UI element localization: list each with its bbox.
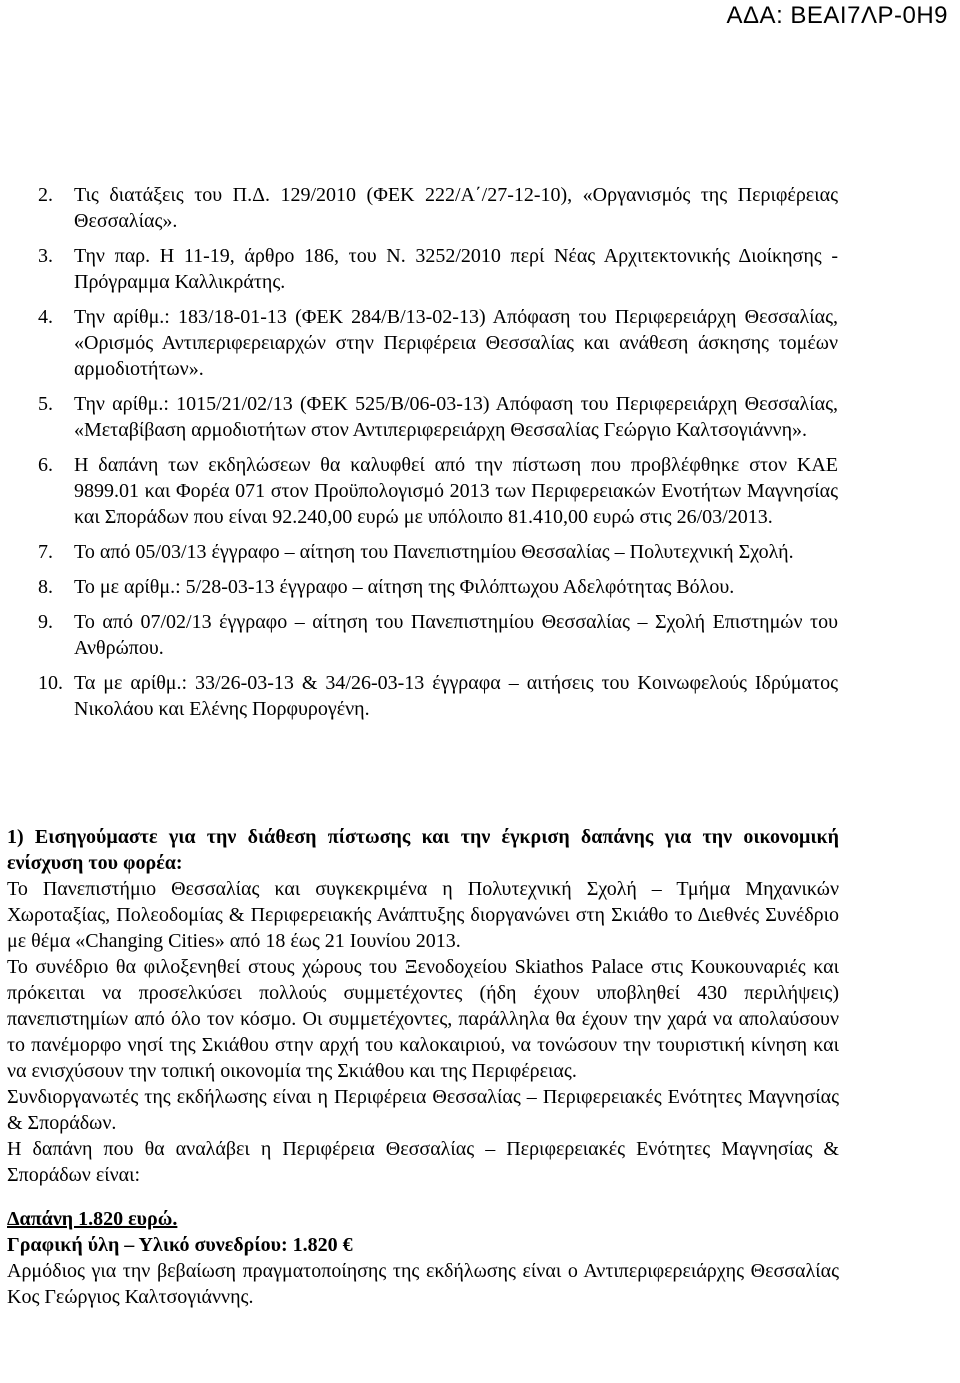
ada-header: ΑΔΑ: ΒΕΑΙ7ΛΡ-0Η9 [726, 2, 948, 29]
list-item-text: Το από 07/02/13 έγγραφο – αίτηση του Πανεπιστημίου Θεσσαλίας – Σχολή Επιστημών του Ανθρώπου. [74, 611, 838, 659]
list-item-number: 3. [38, 245, 53, 267]
paragraph-venue: Το συνέδριο θα φιλοξενηθεί στους χώρους του Ξενοδοχείου Skiathos Palace στις Κουκουναριές και πρόκειται να προσελκύσει πολλούς συμμετέχοντες (ήδη έχουν υποβληθεί 430 περιλήψεις) πανεπιστημίων από όλο τον κόσμο. Οι συμμετέχοντες, παράλληλα θα έχουν την χαρά να απολαύσουν το πανέμορφο νησί της Σκιάθου στην αρχή του καλοκαιριού, να τονώσουν την τουριστική κίνηση και να ενισχύσουν την τοπική οικονομία της Σκιάθου και της Περιφέρειας. [7, 956, 839, 1082]
list-item [38, 182, 838, 234]
list-item-text: Την παρ. Η 11-19, άρθρο 186, του Ν. 3252/2010 περί Νέας Αρχιτεκτονικής Διοίκησης - Πρόγραμμα Καλλικράτης. [74, 245, 838, 293]
paragraph-co-organizers: Συνδιοργανωτές της εκδήλωσης είναι η Περιφέρεια Θεσσαλίας – Περιφερειακές Ενότητες Μαγνησίας & Σποράδων. [7, 1086, 839, 1134]
list-item [38, 304, 838, 382]
considerations-list [38, 182, 838, 731]
spacer [7, 1188, 839, 1206]
list-item-text: Την αρίθμ.: 1015/21/02/13 (ΦΕΚ 525/Β/06-03-13) Απόφαση του Περιφερειάρχη Θεσσαλίας, «Μεταβίβαση αρμοδιοτήτων στον Αντιπεριφερειάρχη Θεσσαλίας Γεώργιο Καλτσογιάννη». [74, 393, 838, 441]
list-item-text: Το από 05/03/13 έγγραφο – αίτηση του Πανεπιστημίου Θεσσαλίας – Πολυτεχνική Σχολή. [74, 541, 794, 563]
expense-item: Γραφική ύλη – Υλικό συνεδρίου: 1.820 € [7, 1234, 353, 1256]
paragraph-conference: Το Πανεπιστήμιο Θεσσαλίας και συγκεκριμένα η Πολυτεχνική Σχολή – Τμήμα Μηχανικών Χωροταξίας, Πολεοδομίας & Περιφερειακής Ανάπτυξης διοργανώνει στη Σκιάθο το Διεθνές Συνέδριο με θέμα «Changing Cities» από 18 έως 21 Ιουνίου 2013. [7, 878, 839, 952]
list-item-text: Την αρίθμ.: 183/18-01-13 (ΦΕΚ 284/Β/13-02-13) Απόφαση του Περιφερειάρχη Θεσσαλίας, «Ορισμός Αντιπεριφερειαρχών στην Περιφέρεια Θεσσαλίας και ανάθεση άσκησης τομέων αρμοδιοτήτων». [74, 306, 838, 380]
list-item-text: Τα με αρίθμ.: 33/26-03-13 & 34/26-03-13 έγγραφα – αιτήσεις του Κοινωφελούς Ιδρύματος Νικολάου και Ελένης Πορφυρογένη. [74, 672, 838, 720]
proposal-section [7, 824, 839, 1310]
list-item-number: 9. [38, 611, 53, 633]
list-item-text: Το με αρίθμ.: 5/28-03-13 έγγραφο – αίτηση της Φιλόπτωχου Αδελφότητας Βόλου. [74, 576, 735, 598]
list-item [38, 609, 838, 661]
list-item [38, 574, 838, 600]
list-item-number: 10. [38, 672, 63, 694]
list-item [38, 539, 838, 565]
list-item-number: 5. [38, 393, 53, 415]
list-item-number: 2. [38, 184, 53, 206]
expense-total: Δαπάνη 1.820 ευρώ. [7, 1208, 178, 1230]
list-item-text: Η δαπάνη των εκδηλώσεων θα καλυφθεί από την πίστωση που προβλέφθηκε στον ΚΑΕ 9899.01 και Φορέα 071 στον Προϋπολογισμό 2013 των Περιφερειακών Ενοτήτων Μαγνησίας και Σποράδων που είναι 92.240,00 ευρώ με υπόλοιπο 81.410,00 ευρώ στις 26/03/2013. [74, 454, 838, 528]
list-item-text: Τις διατάξεις του Π.Δ. 129/2010 (ΦΕΚ 222/Α΄/27-12-10), «Οργανισμός της Περιφέρειας Θεσσαλίας». [74, 184, 838, 232]
list-item [38, 391, 838, 443]
list-item-number: 6. [38, 454, 53, 476]
list-item-number: 4. [38, 306, 53, 328]
list-item-number: 7. [38, 541, 53, 563]
list-item [38, 452, 838, 530]
list-item-number: 8. [38, 576, 53, 598]
section-heading: 1) Εισηγούμαστε για την διάθεση πίστωσης και την έγκριση δαπάνης για την οικονομική ενίσχυση του φορέα: [7, 826, 839, 874]
paragraph-expense-intro: Η δαπάνη που θα αναλάβει η Περιφέρεια Θεσσαλίας – Περιφερειακές Ενότητες Μαγνησίας & Σποράδων είναι: [7, 1138, 839, 1186]
list-item [38, 243, 838, 295]
responsible-person: Αρμόδιος για την βεβαίωση πραγματοποίησης της εκδήλωσης είναι ο Αντιπεριφερειάρχης Θεσσαλίας Κος Γεώργιος Καλτσογιάννης. [7, 1260, 839, 1308]
list-item [38, 670, 838, 722]
